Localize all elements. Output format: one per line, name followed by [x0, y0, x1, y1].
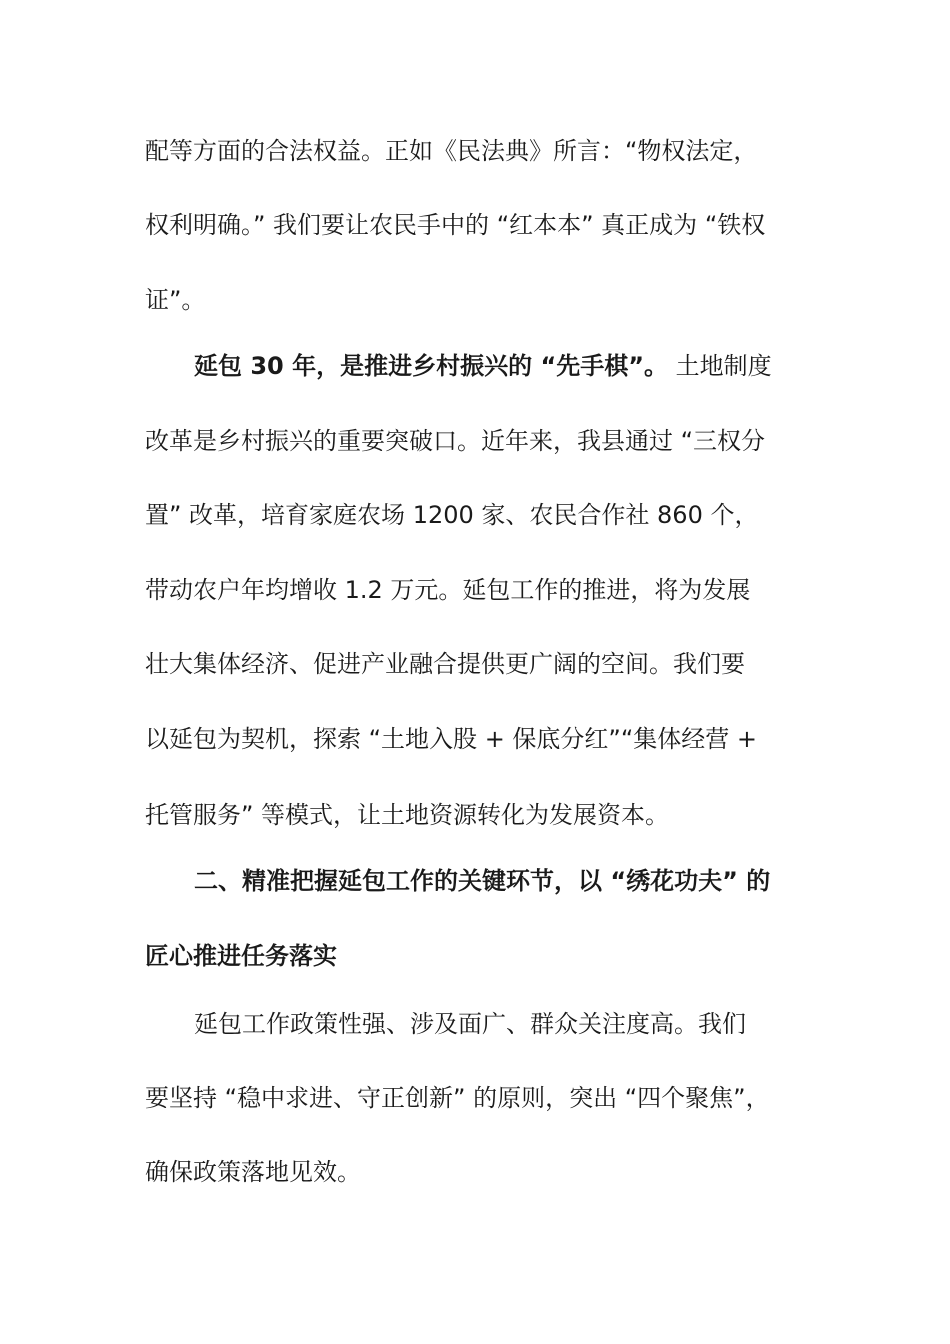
body-line: 权利明确。” 我们要让农民手中的 “红本本” 真正成为 “铁权	[145, 211, 766, 239]
paragraph-heading: 延包 30 年，是推进乡村振兴的 “先手棋”。	[194, 352, 669, 380]
body-line: 托管服务” 等模式，让土地资源转化为发展资本。	[145, 801, 670, 829]
paragraph-lead-line	[194, 351, 772, 381]
body-text: 土地制度	[668, 352, 772, 380]
body-line: 以延包为契机，探索 “土地入股 + 保底分红”“集体经营 +	[145, 725, 758, 753]
body-line: 要坚持 “稳中求进、守正创新” 的原则，突出 “四个聚焦”，	[145, 1084, 770, 1112]
body-line: 配等方面的合法权益。正如《民法典》所言：“物权法定，	[145, 137, 758, 165]
body-line: 壮大集体经济、促进产业融合提供更广阔的空间。我们要	[145, 650, 745, 678]
body-line: 证”。	[145, 286, 206, 314]
body-line: 确保政策落地见效。	[145, 1158, 361, 1186]
body-line: 置” 改革，培育家庭农场 1200 家、农民合作社 860 个，	[145, 501, 759, 529]
body-line: 改革是乡村振兴的重要突破口。近年来，我县通过 “三权分	[145, 427, 766, 455]
section-heading: 二、精准把握延包工作的关键环节，以 “绣花功夫” 的	[194, 867, 771, 895]
body-line: 延包工作政策性强、涉及面广、群众关注度高。我们	[194, 1010, 746, 1038]
body-line: 带动农户年均增收 1.2 万元。延包工作的推进，将为发展	[145, 576, 751, 604]
section-heading-continued: 匠心推进任务落实	[145, 942, 337, 970]
